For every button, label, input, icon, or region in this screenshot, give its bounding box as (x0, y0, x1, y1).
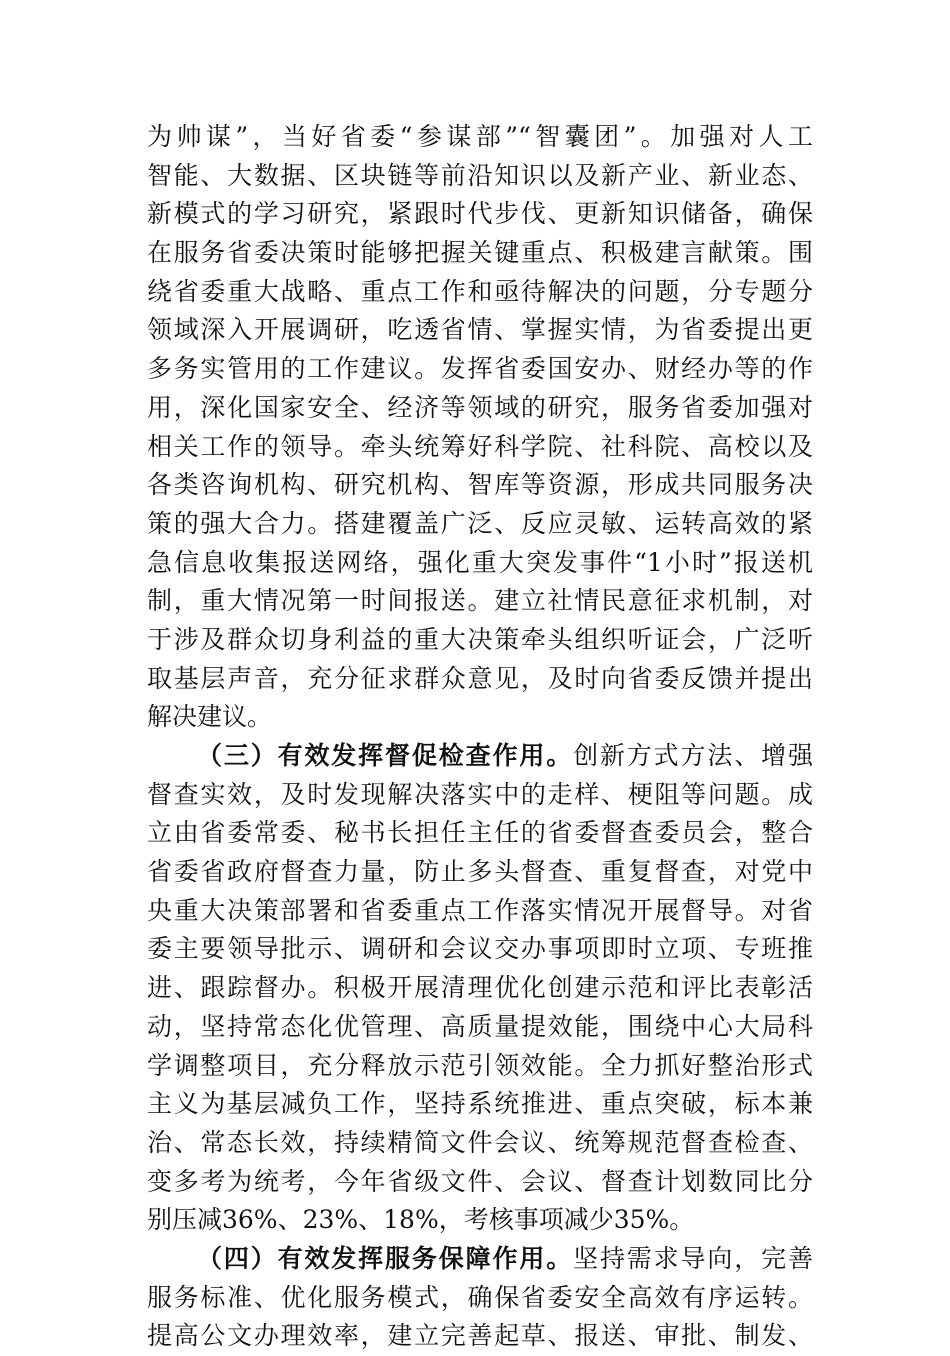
section-4-first-line (147, 1240, 813, 1279)
text-line: 于涉及群众切身利益的重大决策牵头组织听证会，广泛听 (147, 624, 813, 654)
text-line: 制，重大情况第一时间报送。建立社情民意征求机制，对 (147, 586, 813, 616)
text-line: 督查实效，及时发现解决落实中的走样、梗阻等问题。成 (147, 779, 813, 809)
text-line: 解决建议。 (147, 702, 273, 732)
section-3-heading: （三）有效发挥督促检查作用。 (197, 741, 574, 770)
text-line: 央重大决策部署和省委重点工作落实情况开展督导。对省 (147, 895, 813, 925)
text-line: 急信息收集报送网络，强化重大突发事件“1小时”报送机 (147, 547, 813, 577)
text-line: 各类咨询机构、研究机构、智库等资源，形成共同服务决 (147, 470, 813, 500)
section-3-first-line (147, 737, 813, 776)
text-line: 变多考为统考，今年省级文件、会议、督查计划数同比分 (147, 1166, 813, 1196)
text-line: 委主要领导批示、调研和会议交办事项即时立项、专班推 (147, 934, 813, 964)
text-line: 绕省委重大战略、重点工作和亟待解决的问题，分专题分 (147, 276, 813, 306)
text-line: 用，深化国家安全、经济等领域的研究，服务省委加强对 (147, 392, 813, 422)
text-line: 策的强大合力。搭建覆盖广泛、反应灵敏、运转高效的紧 (147, 508, 813, 538)
text-line: 领域深入开展调研，吃透省情、掌握实情，为省委提出更 (147, 315, 813, 345)
text-line: 学调整项目，充分释放示范引领效能。全力抓好整治形式 (147, 1050, 813, 1080)
section-3-first-line-text: 创新方式方法、增强 (573, 741, 813, 770)
text-line: 别压减36%、23%、18%，考核事项减少35%。 (147, 1205, 695, 1235)
text-line: 在服务省委决策时能够把握关键重点、积极建言献策。围 (147, 238, 813, 268)
text-line: 主义为基层减负工作，坚持系统推进、重点突破，标本兼 (147, 1089, 813, 1119)
body-text (147, 118, 813, 1356)
text-line: 相关工作的领导。牵头统筹好科学院、社科院、高校以及 (147, 431, 813, 461)
text-line: 为帅谋”，当好省委“参谋部”“智囊团”。加强对人工 (147, 122, 813, 151)
text-line: 治、常态长效，持续精简文件会议、统筹规范督查检查、 (147, 1127, 813, 1157)
text-line: 动，坚持常态化优管理、高质量提效能，围绕中心大局科 (147, 1011, 813, 1041)
section-4-first-line-text: 坚持需求导向，完善 (573, 1243, 813, 1273)
text-line: 省委省政府督查力量，防止多头督查、重复督查，对党中 (147, 857, 813, 887)
text-line: 取基层声音，充分征求群众意见，及时向省委反馈并提出 (147, 663, 813, 693)
section-4-heading: （四）有效发挥服务保障作用。 (197, 1243, 574, 1273)
text-line: 智能、大数据、区块链等前沿知识以及新产业、新业态、 (147, 160, 813, 190)
text-line: 立由省委常委、秘书长担任主任的省委督查委员会，整合 (147, 818, 813, 848)
text-line: 新模式的学习研究，紧跟时代步伐、更新知识储备，确保 (147, 199, 813, 229)
text-line: 进、跟踪督办。积极开展清理优化创建示范和评比表彰活 (147, 973, 813, 1003)
text-line: 服务标准、优化服务模式，确保省委安全高效有序运转。 (147, 1282, 813, 1312)
text-line: 多务实管用的工作建议。发挥省委国安办、财经办等的作 (147, 354, 813, 384)
text-line: 提高公文办理效率，建立完善起草、报送、审批、制发、 (147, 1321, 813, 1351)
